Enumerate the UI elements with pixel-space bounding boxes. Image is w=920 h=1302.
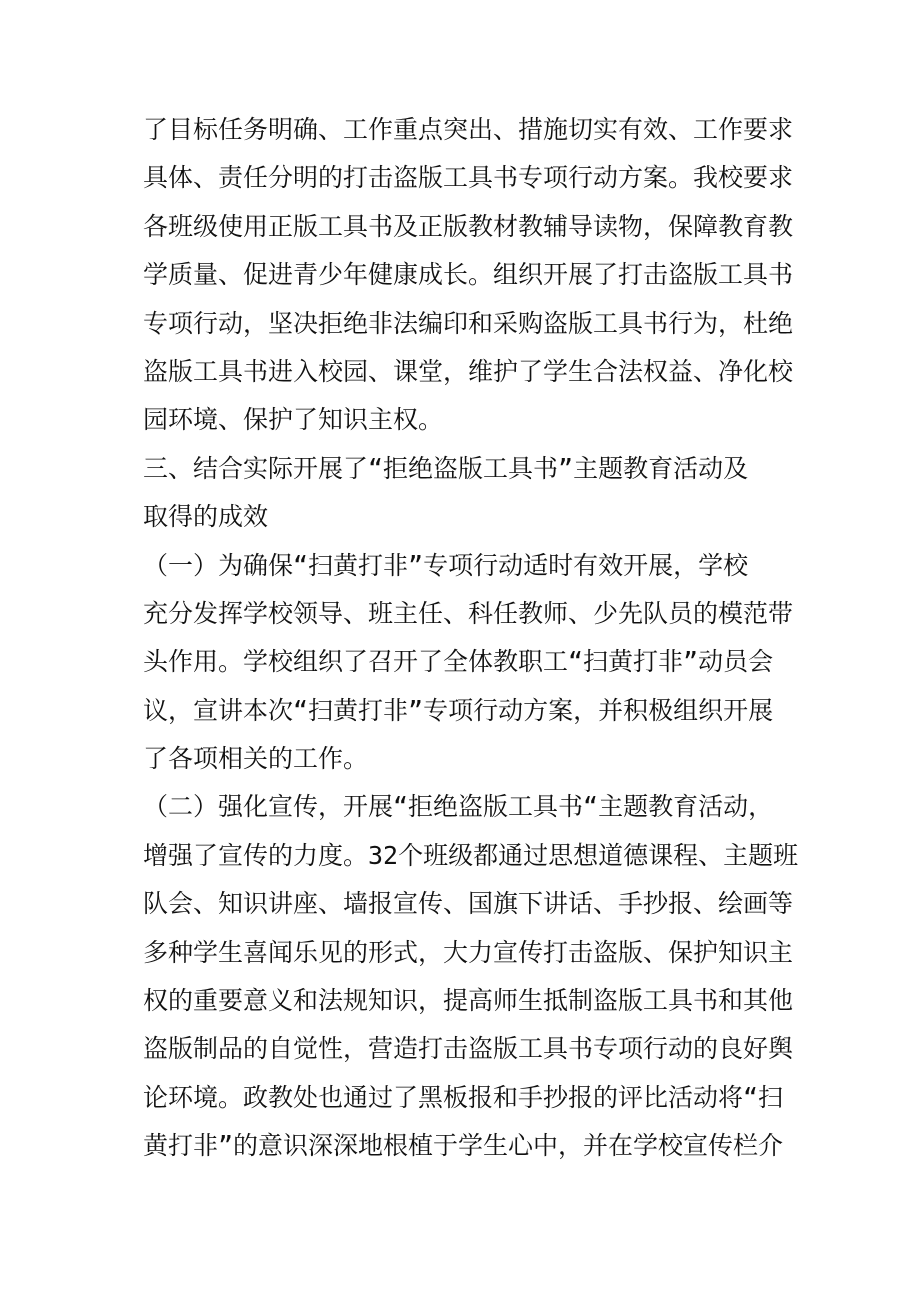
text-line-22: 黄打非”的意识深深地根植于学生心中，并在学校宣传栏介: [143, 1131, 784, 1161]
text-line-3: 各班级使用正版工具书及正版教材教辅导读物，保障教育教: [143, 211, 794, 241]
text-line-12: 头作用。学校组织了召开了全体教职工“扫黄打非”动员会: [143, 647, 774, 677]
text-line-11: 充分发挥学校领导、班主任、科任教师、少先队员的模范带: [143, 598, 794, 628]
text-line-17: 队会、知识讲座、墙报宣传、国旗下讲话、手抄报、绘画等: [143, 889, 794, 919]
text-line-10: （一）为确保“扫黄打非”专项行动适时有效开展，学校: [143, 550, 749, 580]
text-line-21: 论环境。政教处也通过了黑板报和手抄报的评比活动将“扫: [143, 1082, 784, 1112]
text-line-20: 盗版制品的自觉性，营造打击盗版工具书专项行动的良好舆: [143, 1034, 794, 1064]
text-line-18: 多种学生喜闻乐见的形式，大力宣传打击盗版、保护知识主: [143, 937, 794, 967]
text-line-16: 增强了宣传的力度。32个班级都通过思想道德课程、主题班: [143, 840, 799, 870]
text-line-1: 了目标任务明确、工作重点突出、措施切实有效、工作要求: [143, 115, 794, 144]
section-heading-line-1: 三、结合实际开展了“拒绝盗版工具书”主题教育活动及: [143, 453, 749, 483]
text-line-15: （二）强化宣传，开展“拒绝盗版工具书“主题教育活动，: [143, 792, 774, 822]
text-line-19: 权的重要意义和法规知识，提高师生抵制盗版工具书和其他: [143, 986, 794, 1016]
body-text: [143, 106, 799, 1171]
text-line-2: 具体、责任分明的打击盗版工具书专项行动方案。我校要求: [143, 163, 794, 193]
section-heading-line-2: 取得的成效: [143, 502, 269, 532]
text-line-7: 园环境、保护了知识主权。: [143, 405, 444, 435]
text-line-14: 了各项相关的工作。: [143, 744, 369, 774]
text-line-5: 专项行动，坚决拒绝非法编印和采购盗版工具书行为，杜绝: [143, 308, 794, 338]
text-line-13: 议，宣讲本次“扫黄打非”专项行动方案，并积极组织开展: [143, 695, 774, 725]
text-line-6: 盗版工具书进入校园、课堂，维护了学生合法权益、净化校: [143, 356, 794, 386]
text-line-4: 学质量、促进青少年健康成长。组织开展了打击盗版工具书: [143, 260, 794, 290]
